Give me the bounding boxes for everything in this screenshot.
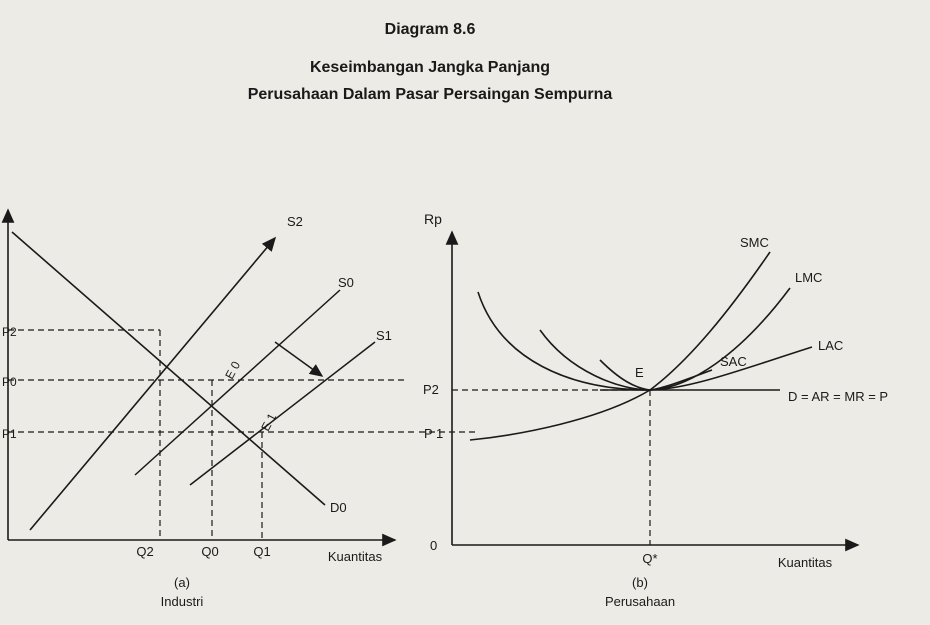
p2-label: P2 bbox=[2, 325, 17, 339]
e0-label: E 0 bbox=[222, 358, 244, 382]
panel-a-caption: Industri bbox=[160, 594, 204, 609]
panel-b bbox=[415, 211, 888, 609]
diagram-subtitle: Perusahaan Dalam Pasar Persaingan Sempurna bbox=[247, 86, 613, 103]
p1-label: P1 bbox=[2, 427, 17, 441]
lmc-curve bbox=[478, 288, 790, 390]
panel-a-x-axis-label: Kuantitas bbox=[327, 549, 383, 564]
panel-b-y-axis-label: Rp bbox=[424, 211, 442, 227]
q0-label: Q0 bbox=[201, 544, 219, 559]
s1-label: S1 bbox=[376, 328, 392, 343]
panel-a bbox=[2, 210, 415, 609]
panel-b-caption: Perusahaan bbox=[604, 594, 676, 609]
e1-label: E 1 bbox=[258, 410, 280, 434]
q1-label: Q1 bbox=[253, 544, 271, 559]
diagram-number: Diagram 8.6 bbox=[384, 21, 476, 38]
equilibrium-e-label: E bbox=[635, 365, 644, 380]
s1-curve bbox=[190, 342, 375, 485]
lac-label: LAC bbox=[818, 338, 844, 353]
s2-curve bbox=[30, 238, 275, 530]
s0-curve bbox=[135, 290, 340, 475]
qstar-label: Q* bbox=[642, 551, 658, 566]
p0-label: P0 bbox=[2, 375, 17, 389]
diagram-title: Keseimbangan Jangka Panjang bbox=[309, 59, 551, 76]
smc-label: SMC bbox=[740, 235, 769, 250]
panel-b-x-axis-label: Kuantitas bbox=[777, 555, 833, 570]
origin-label: 0 bbox=[430, 538, 438, 553]
s0-label: S0 bbox=[338, 275, 354, 290]
price-p1-label: P 1 bbox=[424, 426, 444, 441]
shift-arrow bbox=[275, 342, 322, 376]
q2-label: Q2 bbox=[136, 544, 154, 559]
panel-b-sublabel: (b) bbox=[632, 575, 648, 590]
d0-label: D0 bbox=[330, 500, 347, 515]
smc-curve bbox=[470, 252, 770, 440]
demand-label: D = AR = MR = P bbox=[788, 389, 889, 404]
lmc-label: LMC bbox=[795, 270, 823, 285]
sac-label: SAC bbox=[720, 354, 747, 369]
d0-curve bbox=[12, 232, 325, 505]
panel-a-sublabel: (a) bbox=[174, 575, 190, 590]
price-p2-label: P2 bbox=[423, 382, 439, 397]
s2-label: S2 bbox=[287, 214, 303, 229]
